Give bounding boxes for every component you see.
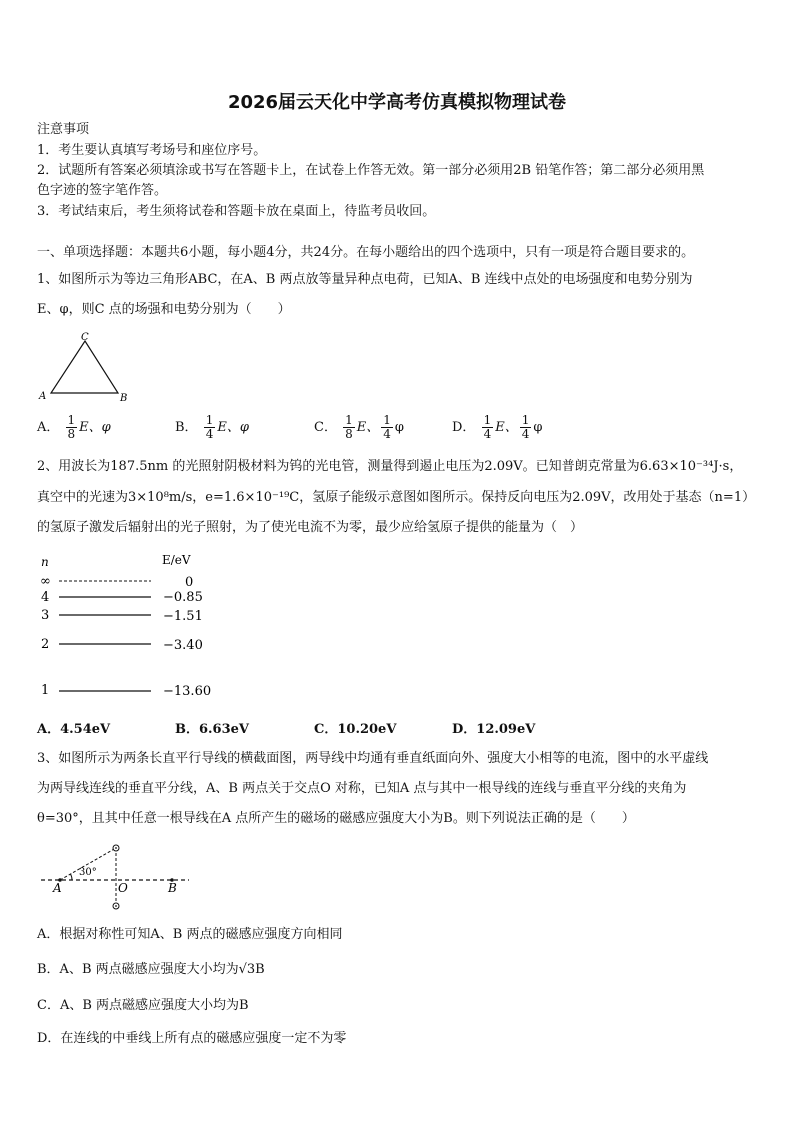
fraction bbox=[66, 414, 78, 441]
option-d: D．12.09eV bbox=[452, 722, 536, 737]
current-dot-icon bbox=[115, 847, 117, 849]
level-energy-label: −0.85 bbox=[163, 590, 203, 605]
vertex-label-b: B bbox=[120, 393, 128, 404]
option-d: D．在连线的中垂线上所有点的磁感应强度一定不为零 bbox=[37, 1031, 347, 1046]
option-text: φ bbox=[533, 420, 543, 435]
fraction-denominator: 4 bbox=[521, 427, 530, 441]
level-n-label: 4 bbox=[41, 590, 50, 605]
notice-item: 2．试题所有答案必须填涂或书写在答题卡上，在试卷上作答无效。第一部分必须用2B 铅笔作答；第二部分必须用黑 bbox=[37, 163, 705, 178]
angle-arc bbox=[71, 874, 73, 880]
fraction bbox=[482, 414, 494, 441]
wires-figure bbox=[35, 838, 195, 913]
option-text: E、φ bbox=[79, 420, 111, 435]
energy-level-diagram bbox=[35, 550, 235, 705]
option-b: B．6.63eV bbox=[175, 722, 250, 737]
fraction-numerator: 1 bbox=[345, 413, 353, 427]
option-text: E、 bbox=[356, 420, 380, 435]
option-letter: C． bbox=[314, 420, 337, 435]
fraction bbox=[204, 414, 216, 441]
option-text: φ bbox=[394, 420, 404, 435]
current-dot-icon bbox=[115, 905, 117, 907]
notice-item: 色字迹的签字笔作答。 bbox=[37, 183, 168, 198]
question-2-text: 真空中的光速为3×10⁸m/s，e=1.6×10⁻¹⁹C，氢原子能级示意图如图所示。保持反向电压为2.09V，改用处于基态（n=1） bbox=[37, 490, 756, 505]
fraction-numerator: 1 bbox=[205, 413, 214, 427]
notice-item: 3．考试结束后，考生须将试卷和答题卡放在桌面上，待监考员收回。 bbox=[37, 204, 436, 219]
option-a bbox=[37, 414, 111, 441]
question-2-text: 2、用波长为187.5nm 的光照射阴极材料为钨的光电管，测量得到遏止电压为2.09V。已知普朗克常量为6.63×10⁻³⁴J·s， bbox=[37, 459, 743, 474]
fraction-numerator: 1 bbox=[383, 413, 391, 427]
fraction-denominator: 4 bbox=[483, 427, 492, 441]
level-energy-label: 0 bbox=[185, 575, 194, 590]
point-o-label: O bbox=[118, 881, 128, 895]
option-letter: A． bbox=[37, 420, 60, 435]
fraction-numerator: 1 bbox=[483, 413, 492, 427]
option-c bbox=[314, 414, 404, 441]
option-d bbox=[452, 414, 542, 441]
option-c: C．10.20eV bbox=[314, 722, 397, 737]
fraction-denominator: 4 bbox=[383, 427, 391, 441]
level-n-label: 2 bbox=[41, 637, 50, 652]
triangle-figure bbox=[35, 330, 135, 405]
fraction bbox=[520, 414, 532, 441]
vertex-label-c: C bbox=[81, 332, 89, 343]
fraction-numerator: 1 bbox=[67, 413, 76, 427]
question-3-text: 3、如图所示为两条长直平行导线的横截面图，两导线中均通有垂直纸面向外、强度大小相等的电流，图中的水平虚线 bbox=[37, 751, 709, 766]
question-2-text: 的氢原子激发后辐射出的光子照射，为了使光电流不为零，最少应给氢原子提供的能量为（ ） bbox=[37, 520, 584, 535]
vertex-label-a: A bbox=[39, 391, 47, 402]
question-3-text: θ=30°，且其中任意一根导线在A 点所产生的磁场的磁感应强度大小为B。则下列说法正确的是（ ） bbox=[37, 811, 635, 826]
fraction-numerator: 1 bbox=[521, 413, 530, 427]
option-text: E、 bbox=[495, 420, 518, 435]
section-heading: 一、单项选择题：本题共6小题，每小题4分，共24分。在每小题给出的四个选项中，只有一项是符合题目要求的。 bbox=[37, 245, 695, 260]
option-c: C．A、B 两点磁感应强度大小均为B bbox=[37, 998, 249, 1013]
question-3-text: 为两导线连线的垂直平分线，A、B 两点关于交点O 对称，已知A 点与其中一根导线的连线与垂直平分线的夹角为 bbox=[37, 781, 687, 796]
option-letter: B． bbox=[175, 420, 198, 435]
point-b-label: B bbox=[168, 881, 177, 895]
level-n-label: 1 bbox=[41, 683, 50, 698]
fraction bbox=[343, 414, 355, 441]
n-axis-label: n bbox=[41, 555, 49, 569]
option-a: A．根据对称性可知A、B 两点的磁感应强度方向相同 bbox=[37, 927, 343, 942]
fraction-denominator: 4 bbox=[205, 427, 214, 441]
fraction bbox=[381, 414, 393, 441]
fraction-denominator: 8 bbox=[345, 427, 353, 441]
option-b bbox=[175, 414, 249, 441]
angle-label: 30° bbox=[79, 867, 97, 878]
option-a: A．4.54eV bbox=[37, 722, 111, 737]
page-title: 2026届云天化中学高考仿真模拟物理试卷 bbox=[227, 92, 567, 113]
notice-item: 1．考生要认真填写考场号和座位序号。 bbox=[37, 143, 267, 158]
level-n-label: 3 bbox=[41, 608, 50, 623]
question-1-text: E、φ，则C 点的场强和电势分别为（ ） bbox=[37, 302, 291, 317]
option-text: E、φ bbox=[217, 420, 249, 435]
notice-heading: 注意事项 bbox=[37, 122, 90, 137]
point-a-label: A bbox=[53, 881, 62, 895]
option-letter: D． bbox=[452, 420, 476, 435]
question-1-text: 1、如图所示为等边三角形ABC，在A、B 两点放等量异种点电荷，已知A、B 连线中点处的电场强度和电势分别为 bbox=[37, 272, 693, 287]
energy-axis-label: E/eV bbox=[162, 553, 191, 567]
option-b: B．A、B 两点磁感应强度大小均为√3B bbox=[37, 962, 265, 977]
fraction-denominator: 8 bbox=[67, 427, 76, 441]
level-energy-label: −3.40 bbox=[163, 638, 203, 653]
level-energy-label: −1.51 bbox=[163, 609, 203, 624]
level-energy-label: −13.60 bbox=[163, 684, 212, 699]
level-n-label: ∞ bbox=[40, 574, 51, 589]
